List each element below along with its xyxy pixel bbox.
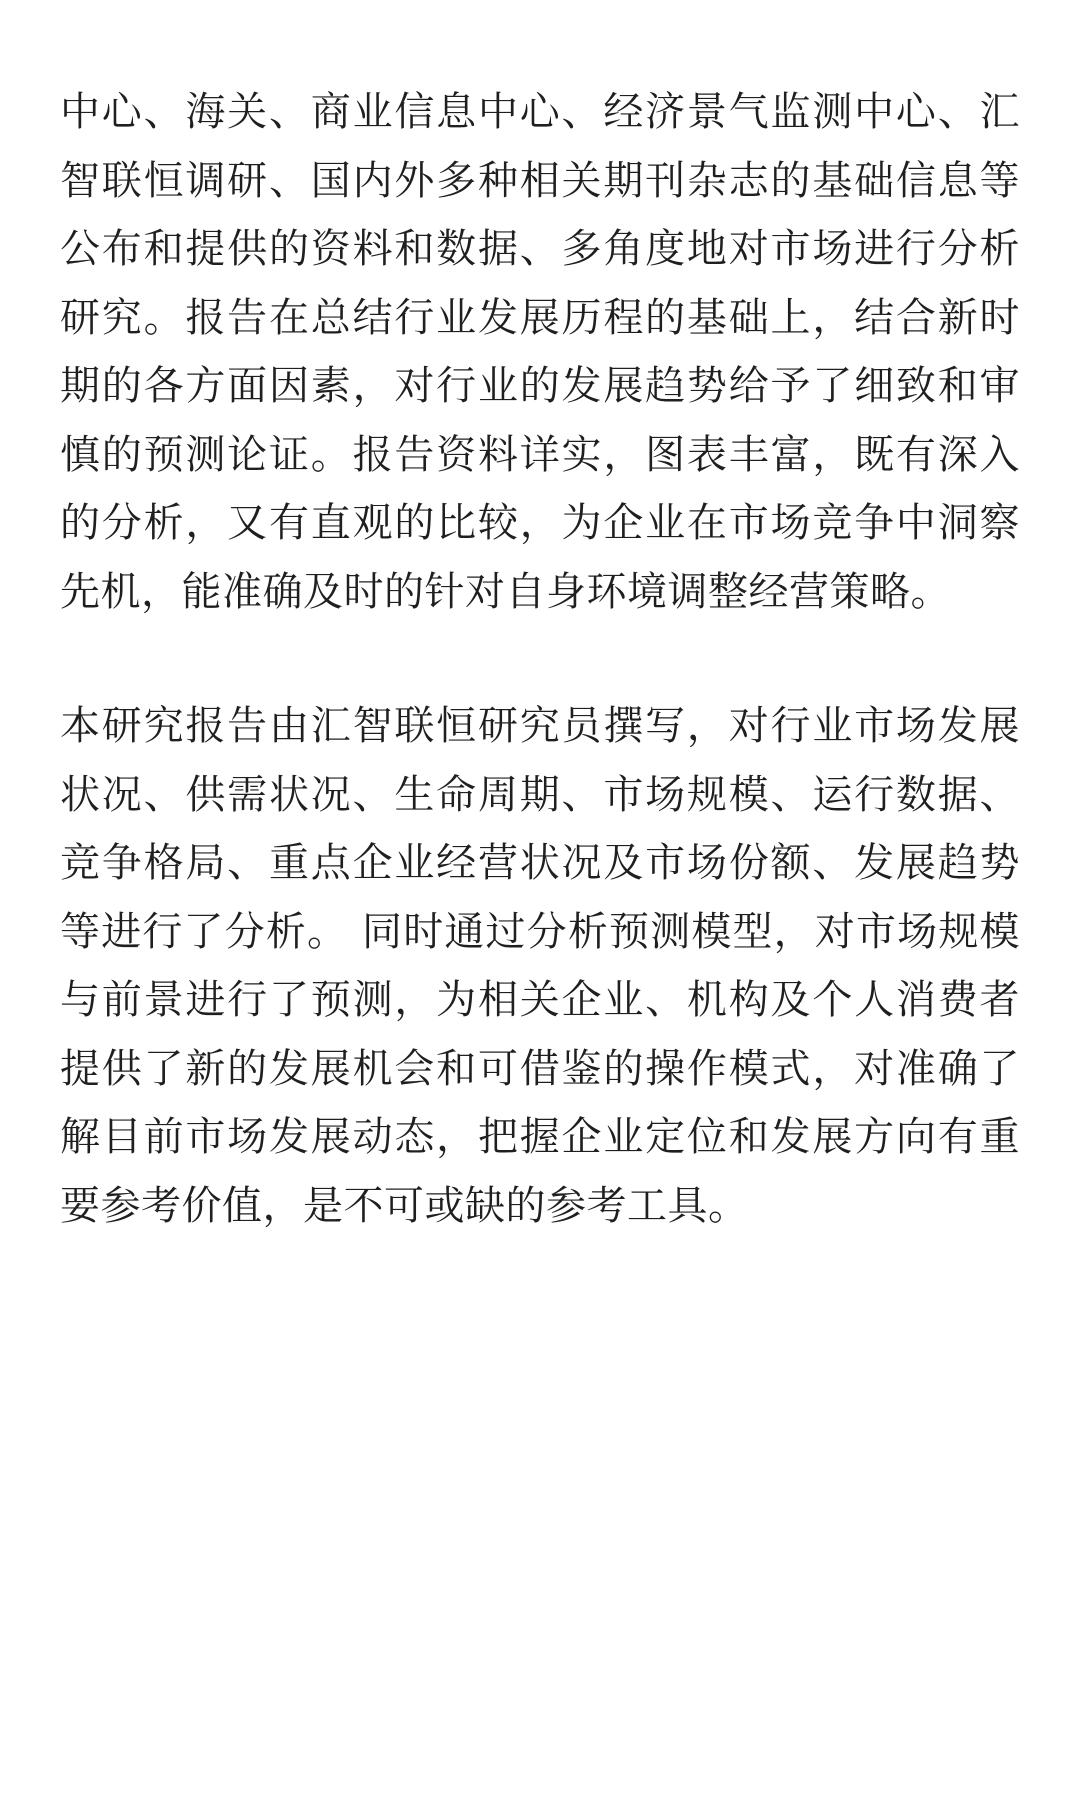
article-paragraph-1: 中心、海关、商业信息中心、经济景气监测中心、汇智联恒调研、国内外多种相关期刊杂志的基础信息等公布和提供的资料和数据、多角度地对市场进行分析研究。报告在总结行业发展历程的基础上，结合新时期的各方面因素，对行业的发展趋势给予了细致和审慎的预测论证。报告资料详实，图表丰富，既有深入的分析，又有直观的比较，为企业在市场竞争中洞察先机，能准确及时的针对自身环境调整经营策略。 bbox=[60, 89, 1020, 615]
article-paragraph-2: 本研究报告由汇智联恒研究员撰写，对行业市场发展状况、供需状况、生命周期、市场规模、运行数据、竞争格局、重点企业经营状况及市场份额、发展趋势等进行了分析。 同时通过分析预测模型，对市场规模与前景进行了预测，为相关企业、机构及个人消费者提供了新的发展机会和可借鉴的操作模式，对准确了解目前市场发展动态，把握企业定位和发展方向有重要参考价值，是不可或缺的参考工具。 bbox=[60, 703, 1020, 1229]
article-body bbox=[60, 78, 1020, 1240]
